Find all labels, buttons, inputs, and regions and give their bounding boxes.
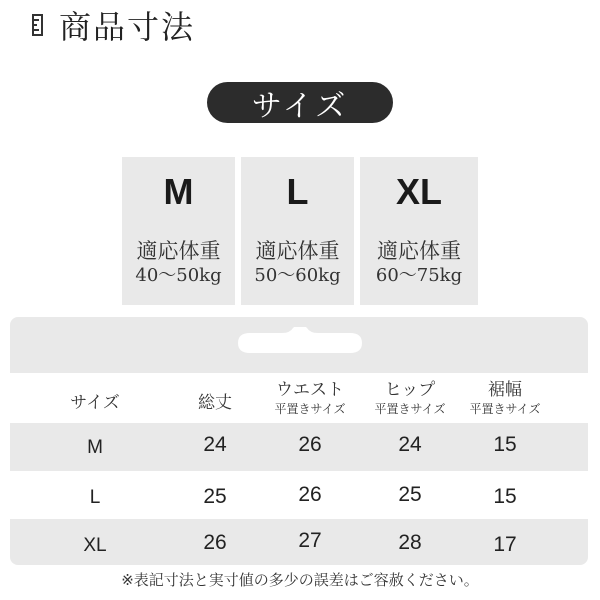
table-cell-size: L: [89, 487, 101, 508]
column-header-hem: 裾幅: [488, 380, 522, 400]
size-card-m: [122, 157, 235, 305]
size-card-l: [241, 157, 354, 305]
table-cell-length: 24: [203, 433, 227, 456]
size-card-letter: XL: [395, 171, 442, 212]
page-title: 商品寸法: [59, 8, 196, 46]
column-subheader-hip: 平置きサイズ: [374, 402, 446, 416]
size-section-label: サイズ: [207, 82, 393, 123]
size-card-label: 適応体重: [136, 239, 221, 263]
table-cell-waist: 26: [298, 433, 322, 456]
table-cell-length: 26: [203, 531, 227, 554]
table-cell-hem: 15: [493, 485, 517, 508]
size-card-label: 適応体重: [377, 239, 461, 263]
size-card-range: 60～75kg: [375, 265, 463, 286]
column-subheader-waist: 平置きサイズ: [274, 402, 346, 416]
table-cell-size: XL: [83, 535, 107, 556]
size-card-letter: L: [286, 171, 309, 212]
page-header: [32, 0, 195, 50]
table-cell-hem: 17: [493, 533, 517, 556]
hanger-tab-icon: [238, 327, 362, 357]
column-header-length: 総丈: [198, 393, 232, 413]
size-card-label: 適応体重: [255, 239, 340, 263]
column-header-size: サイズ: [70, 393, 120, 413]
table-cell-hip: 28: [398, 531, 422, 554]
ruler-icon: [32, 14, 43, 36]
table-cell-waist: 27: [298, 529, 322, 552]
size-card-range: 50～60kg: [254, 265, 341, 286]
size-card-range: 40～50kg: [135, 265, 222, 286]
table-cell-hem: 15: [493, 433, 517, 456]
column-subheader-hem: 平置きサイズ: [469, 402, 541, 416]
table-cell-length: 25: [203, 485, 227, 508]
size-card-letter: M: [163, 171, 194, 212]
table-cell-size: M: [87, 437, 103, 458]
disclaimer-note: ※表記寸法と実寸値の多少の誤差はご容赦ください。: [121, 571, 479, 589]
size-card-xl: [360, 157, 478, 305]
column-header-hip: ヒップ: [384, 380, 436, 400]
table-cell-waist: 26: [298, 483, 322, 506]
column-header-waist: ウエスト: [276, 380, 344, 400]
table-cell-hip: 25: [398, 483, 422, 506]
table-cell-hip: 24: [398, 433, 422, 456]
